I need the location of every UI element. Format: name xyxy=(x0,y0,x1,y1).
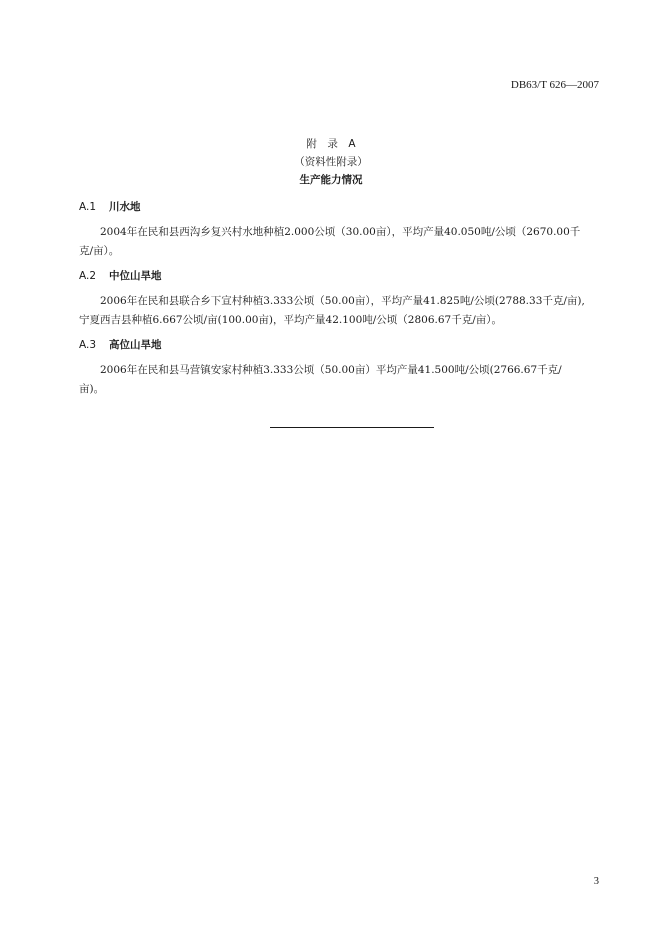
section-title: 中位山旱地 xyxy=(109,270,162,282)
paragraph-line: 2006年在民和县马营镇安家村种植3.333公顷（50.00亩）平均产量41.500吨/公顷(2766.67千克/ xyxy=(100,364,562,376)
section-title: 川水地 xyxy=(109,201,141,213)
standard-number: DB63/T 626—2007 xyxy=(510,79,599,91)
paragraph-line: 宁夏西吉县种植6.667公顷/亩(100.00亩)，平均产量42.100吨/公顷（2806.67千克/亩）。 xyxy=(79,314,503,326)
section-number: A.1 xyxy=(79,201,97,213)
paragraph-line: 2006年在民和县联合乡下宣村种植3.333公顷（50.00亩），平均产量41.825吨/公顷(2788.33千克/亩), xyxy=(100,295,585,307)
section-number: A.3 xyxy=(79,339,97,351)
paragraph-line: 2004年在民和县西沟乡复兴村水地种植2.000公顷（30.00亩），平均产量40.050吨/公顷（2670.00千 xyxy=(100,226,581,238)
end-of-document-rule xyxy=(270,427,434,428)
paragraph-line: 克/亩）。 xyxy=(79,245,120,257)
annex-title: 生产能力情况 xyxy=(299,174,363,186)
section-paragraph-a1 xyxy=(79,223,599,261)
page-number: 3 xyxy=(593,876,599,887)
section-heading-a3 xyxy=(79,337,162,353)
section-title: 高位山旱地 xyxy=(109,339,162,351)
annex-label: 附 录 A xyxy=(306,138,356,150)
paragraph-line: 亩)。 xyxy=(79,383,105,395)
annex-type: （资料性附录） xyxy=(294,156,368,168)
section-paragraph-a3 xyxy=(79,361,599,399)
section-heading-a1 xyxy=(79,199,141,215)
section-heading-a2 xyxy=(79,268,162,284)
section-number: A.2 xyxy=(79,270,97,282)
section-paragraph-a2 xyxy=(79,292,599,330)
